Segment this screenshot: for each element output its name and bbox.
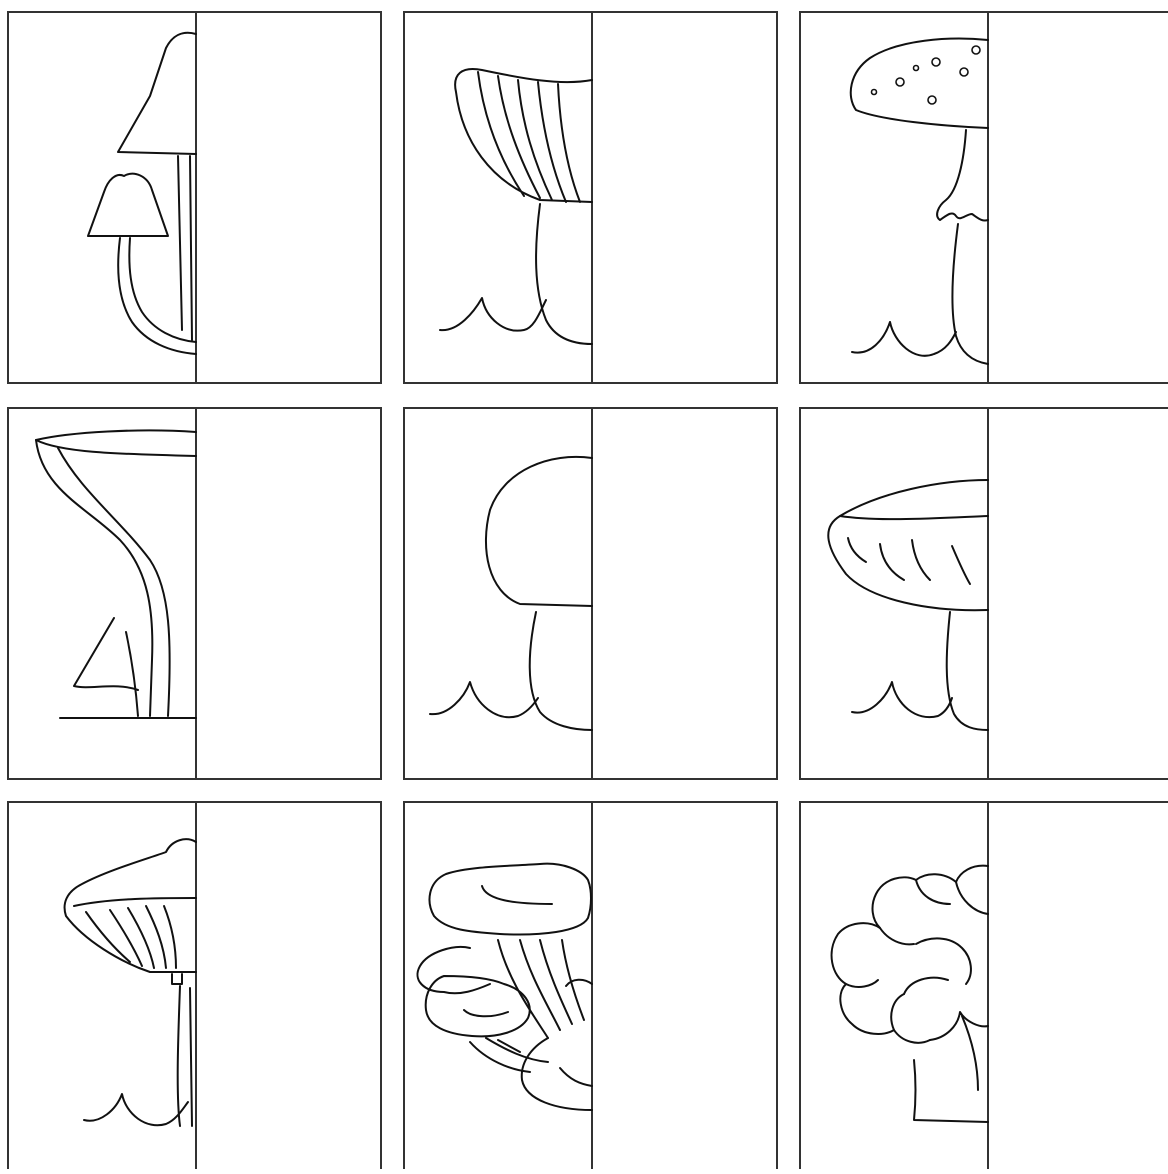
cell-round-cap-bolete (404, 408, 777, 779)
cell-spotted-amanita (800, 12, 1168, 383)
cell-morel-cluster (800, 802, 1168, 1169)
cell-oyster-mushroom-cluster (404, 802, 777, 1169)
cell-parasol-mushroom (8, 802, 381, 1169)
cell-two-thin-mushrooms (8, 12, 381, 383)
cell-ribbed-cap-mushroom (404, 12, 777, 383)
cell-funnel-mushroom (8, 408, 381, 779)
cell-gilled-cap-mushroom (800, 408, 1168, 779)
